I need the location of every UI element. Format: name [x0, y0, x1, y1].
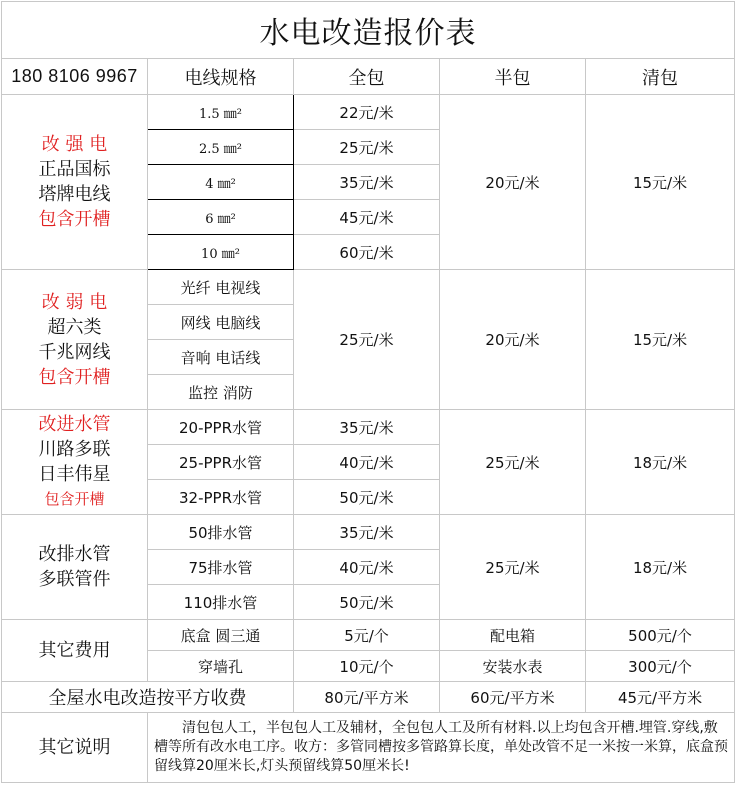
price-cell: 300元/个 [586, 651, 735, 682]
quote-table [1, 1, 735, 783]
other-label: 其它费用 [2, 620, 148, 682]
water-labor: 18元/米 [586, 410, 735, 515]
price-cell: 40元/米 [294, 550, 440, 585]
drain-half: 25元/米 [440, 515, 586, 620]
item-cell: 网线 电脑线 [148, 305, 294, 340]
sqm-label: 全屋水电改造按平方收费 [2, 682, 294, 713]
spec-cell: 25-PPR水管 [148, 445, 294, 480]
item-cell: 配电箱 [440, 620, 586, 651]
spec-cell: 75排水管 [148, 550, 294, 585]
strong-half: 20元/米 [440, 95, 586, 270]
weak-half: 20元/米 [440, 270, 586, 410]
item-cell: 穿墙孔 [148, 651, 294, 682]
spec-cell: 6 ㎜² [148, 200, 294, 235]
item-cell: 光纤 电视线 [148, 270, 294, 305]
spec-cell: 10 ㎜² [148, 235, 294, 270]
item-cell: 安装水表 [440, 651, 586, 682]
drain-label: 改排水管 多联管件 [2, 515, 148, 620]
price-cell: 50元/米 [294, 585, 440, 620]
page-title: 水电改造报价表 [2, 2, 735, 59]
item-cell: 底盒 圆三通 [148, 620, 294, 651]
price-cell: 35元/米 [294, 410, 440, 445]
spec-cell: 110排水管 [148, 585, 294, 620]
spec-cell: 32-PPR水管 [148, 480, 294, 515]
drain-labor: 18元/米 [586, 515, 735, 620]
notes-text: 清包包人工，半包包人工及辅材，全包包人工及所有材料.以上均包含开槽.埋管.穿线,敷槽等所有改水电工序。收方：多管同槽按多管路算长度，单处改管不足一米按一米算，底盒预留线算20厘米长,灯头预留线算50厘米长! [148, 713, 735, 783]
water-label: 改进水管 川路多联 日丰伟星 包含开槽 [2, 410, 148, 515]
price-cell: 22元/米 [294, 95, 440, 130]
strong-labor: 15元/米 [586, 95, 735, 270]
strong-label: 改 强 电 正品国标 塔牌电线 包含开槽 [2, 95, 148, 270]
price-cell: 60元/米 [294, 235, 440, 270]
phone-number: 180 8106 9967 [2, 59, 148, 95]
sqm-labor: 45元/平方米 [586, 682, 735, 713]
header-half: 半包 [440, 59, 586, 95]
price-cell: 50元/米 [294, 480, 440, 515]
price-cell: 500元/个 [586, 620, 735, 651]
weak-labor: 15元/米 [586, 270, 735, 410]
weak-label: 改 弱 电 超六类 千兆网线 包含开槽 [2, 270, 148, 410]
item-cell: 监控 消防 [148, 375, 294, 410]
header-full: 全包 [294, 59, 440, 95]
spec-cell: 20-PPR水管 [148, 410, 294, 445]
price-cell: 10元/个 [294, 651, 440, 682]
header-labor: 清包 [586, 59, 735, 95]
price-cell: 40元/米 [294, 445, 440, 480]
notes-label: 其它说明 [2, 713, 148, 783]
price-cell: 25元/米 [294, 130, 440, 165]
weak-full: 25元/米 [294, 270, 440, 410]
price-cell: 35元/米 [294, 515, 440, 550]
price-cell: 45元/米 [294, 200, 440, 235]
item-cell: 音响 电话线 [148, 340, 294, 375]
sqm-full: 80元/平方米 [294, 682, 440, 713]
spec-cell: 2.5 ㎜² [148, 130, 294, 165]
spec-cell: 1.5 ㎜² [148, 95, 294, 130]
header-spec: 电线规格 [148, 59, 294, 95]
price-cell: 5元/个 [294, 620, 440, 651]
spec-cell: 4 ㎜² [148, 165, 294, 200]
price-cell: 35元/米 [294, 165, 440, 200]
sqm-half: 60元/平方米 [440, 682, 586, 713]
spec-cell: 50排水管 [148, 515, 294, 550]
water-half: 25元/米 [440, 410, 586, 515]
